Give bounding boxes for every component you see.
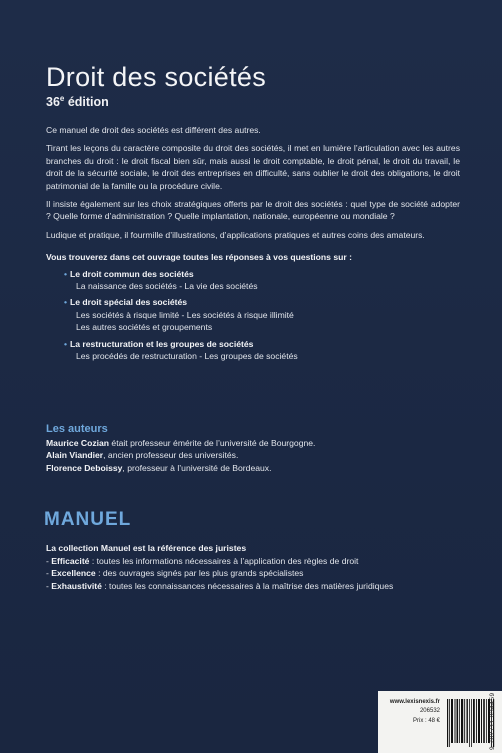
bullet-icon: • [64,268,68,279]
description [46,124,460,363]
authors-heading: Les auteurs [46,423,108,435]
edition-label: 36e édition [46,94,109,110]
price: Prix : 48 € [412,718,440,724]
paragraph: Il insiste également sur les choix stratégiques offerts par le droit des sociétés : quel type de société adopter ? Quelle forme d’administration ? Quelle implantation, nationale, européenne ou mondiale ? [46,199,460,222]
author-line: Florence Deboissy, professeur à l’université de Bordeaux. [46,462,272,473]
contents-overview [46,251,460,362]
author-line: Maurice Cozian était professeur émérite de l’université de Bourgogne. [46,438,316,448]
contents-sub: La naissance des sociétés - La vie des sociétés [76,281,258,292]
contents-part: • Le droit spécial des sociétés Les sociétés à risque limité - Les sociétés à risque illimité Les autres sociétés et groupements [64,296,460,333]
authors-list [46,437,466,474]
publisher-website: www.lexisnexis.fr [389,699,440,705]
paragraph: Tirant les leçons du caractère composite du droit des sociétés, il met en lumière l’articulation avec les autres branches du droit : le droit fiscal bien sûr, mais aussi le droit comptable, le droit pénal, le droit du travail, le droit de la sécurité sociale, le droit des entreprises en difficulté, sans oublier le droit des obligations, le droit patrimonial de la famille ou la procédure civile. [46,143,460,191]
contents-part: • Le droit commun des sociétés La naissance des sociétés - La vie des sociétés [64,268,460,293]
collection-description [46,542,466,592]
collection-item: - Efficacité : toutes les informations nécessaires à l’application des règles de droit [46,555,359,566]
contents-part: • La restructuration et les groupes de sociétés Les procédés de restructuration - Les groupes de sociétés [64,338,460,363]
contents-intro: Vous trouverez dans cet ouvrage toutes les réponses à vos questions sur : [46,252,352,263]
contents-sub: Les autres sociétés et groupements [76,322,213,333]
bullet-icon: • [64,297,68,308]
collection-lead: La collection Manuel est la référence des juristes [46,543,247,553]
paragraph: Ludique et pratique, il fourmille d’illustrations, d’applications pratiques et autres coins des amateurs. [46,229,425,240]
bullet-icon: • [64,338,68,349]
collection-item: - Excellence : des ouvrages signés par les plus grands spécialistes [46,568,304,579]
barcode-number: 9 782711 034459 [489,692,496,750]
author-line: Alain Viandier, ancien professeur des universités. [46,450,239,461]
collection-item: - Exhaustivité : toutes les connaissances nécessaires à la maîtrise des matières juridiques [46,580,394,591]
collection-logo: MANUEL [44,509,132,530]
contents-sub: Les sociétés à risque limité - Les sociétés à risque illimité [76,309,294,320]
paragraph: Ce manuel de droit des sociétés est différent des autres. [46,125,261,135]
product-code: 206532 [419,708,440,714]
book-title: Droit des sociétés [46,62,266,93]
contents-sub: Les procédés de restructuration - Les groupes de sociétés [76,351,298,362]
